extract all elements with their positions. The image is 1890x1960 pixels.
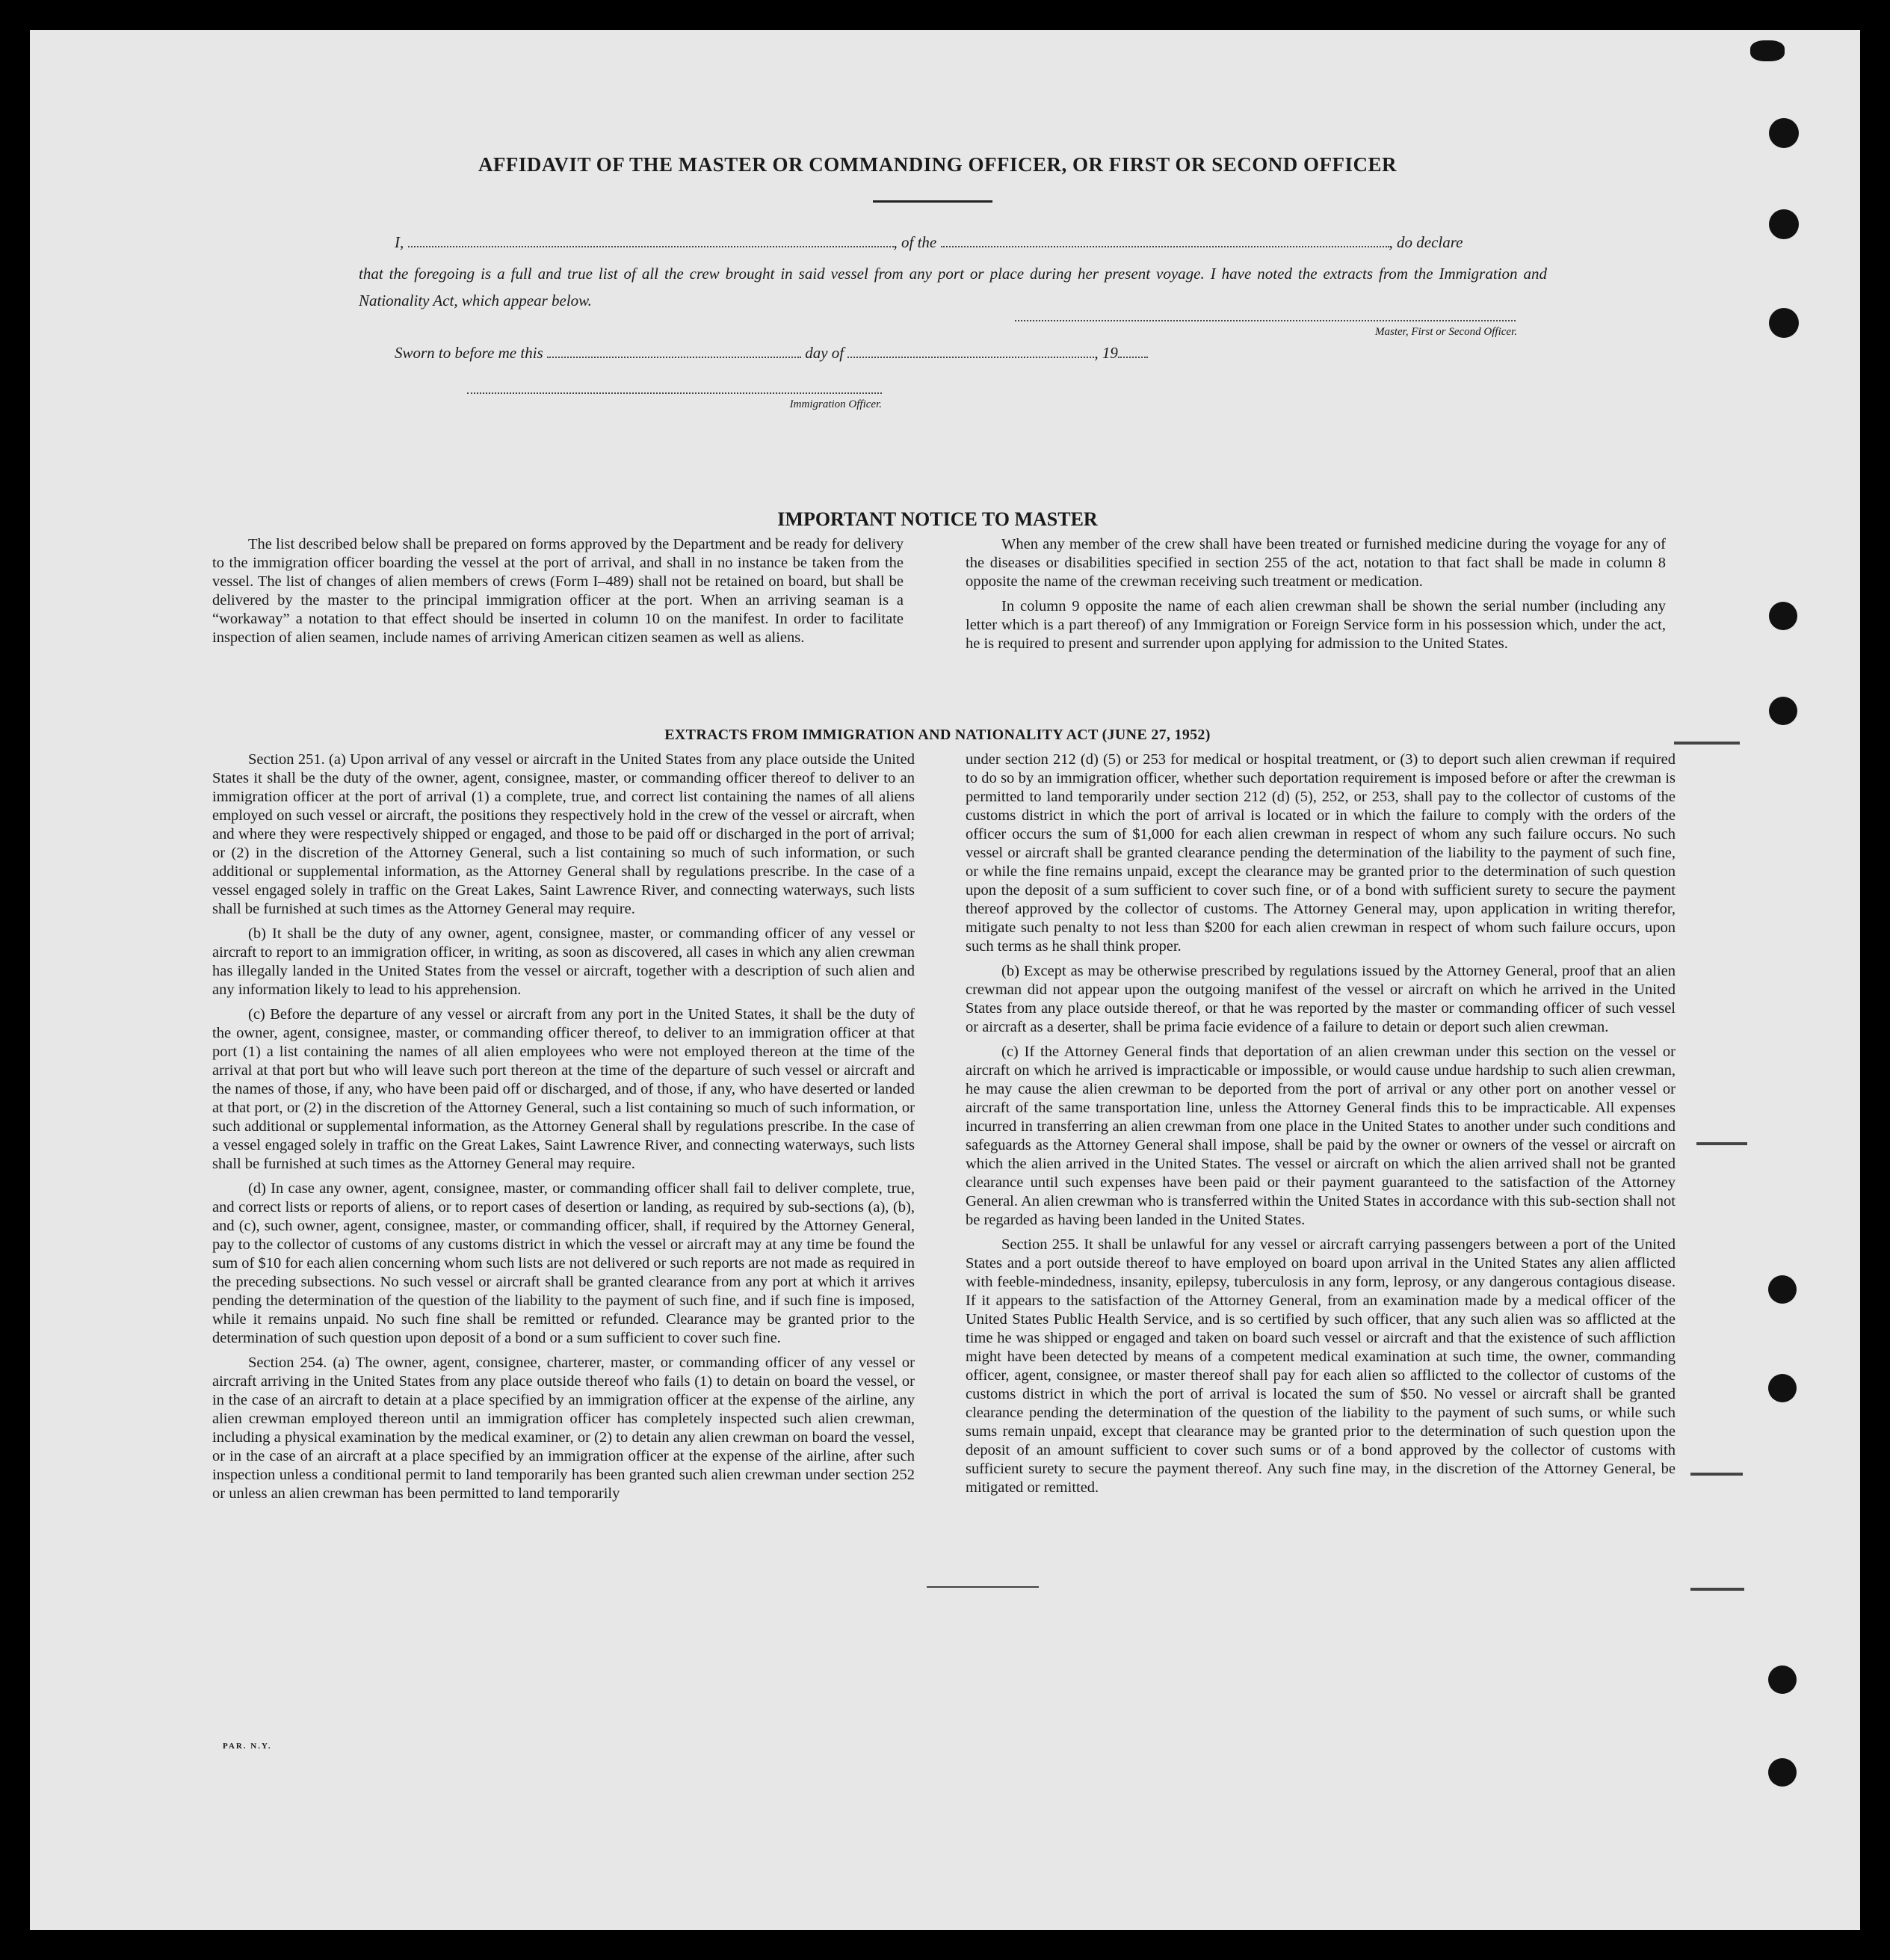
title-rule	[873, 200, 992, 203]
punch-hole-icon	[1768, 1275, 1797, 1304]
extracts-right-column	[966, 751, 1676, 1503]
declarant-name-field[interactable]	[408, 246, 894, 247]
punch-hole-icon	[1769, 209, 1799, 239]
section-paragraph: (b) Except as may be otherwise prescribed by regulations issued by the Attorney General, proof that an alien crewman did not appear upon the outgoing manifest of the vessel or aircraft on which he arrived in the United States from any place outside thereof, or that he was reported by the master or commanding officer of such vessel or aircraft as a deserter, shall be prima facie evidence of a failure to detain or deport such alien crewman.	[966, 963, 1676, 1035]
notice-paragraph: When any member of the crew shall have been treated or furnished medicine during the voyage for any of the diseases or disabilities specified in section 255 of the act, notation to that fact shall be made in column 8 opposite the name of the crewman receiving such treatment or medication.	[966, 536, 1666, 590]
notice-title: IMPORTANT NOTICE TO MASTER	[777, 508, 1098, 530]
pencil-mark-icon	[1690, 1588, 1744, 1591]
sworn-line	[395, 344, 1366, 363]
punch-hole-icon	[1768, 1758, 1797, 1787]
declaration-line	[395, 233, 1545, 252]
section-paragraph: (d) In case any owner, agent, consignee, master, or commanding officer shall fail to deliver complete, true, and correct lists or reports of aliens, or to report cases of desertion or landing, as required by sub-sections (a), (b), and (c), such owner, agent, consignee, master, or commanding officer, shall, if required by the Attorney General, pay to the collector of customs of any customs district in which the vessel or aircraft may at any time be found the sum of $10 for each alien concerning whom such lists are not delivered or such reports are not made as required in the preceding subsections. No such vessel or aircraft shall be granted clearance from any port at which it arrives pending the determination of the question of the liability to the payment of such fine, and if such fine is imposed, while it remains unpaid. No such fine shall be remitted or refunded. Clearance may be granted prior to the determination of such question upon deposit of a bond or a sum sufficient to cover such fine.	[212, 1180, 915, 1346]
punch-hole-icon	[1769, 118, 1799, 148]
of-the-label: , of the	[893, 233, 937, 251]
punch-hole-icon	[1769, 602, 1797, 630]
sworn-month-field[interactable]	[847, 357, 1094, 358]
section-paragraph: Section 254. (a) The owner, agent, consignee, charterer, master, or commanding officer of any vessel or aircraft arriving in the United States from any place outside thereof who fails (1) to detain on board the vessel, or in the case of an aircraft to detain at a place specified by an immigration officer at the expense of the airline, any alien crewman employed thereon until an immigration officer has completely inspected such alien crewman, including a physical examination by the medical examiner, or (2) to detain any alien crewman on board the vessel, or in the case of an aircraft at a place specified by an immigration officer at the expense of the airline, after such inspection unless a conditional permit to land temporarily has been granted such alien crewman under section 252 or unless an alien crewman has been permitted to land temporarily	[212, 1355, 915, 1502]
declare-label: , do declare	[1389, 233, 1463, 251]
extracts-left-column	[212, 751, 915, 1509]
vessel-name-field[interactable]	[941, 246, 1389, 247]
sworn-label: Sworn to before me this	[395, 344, 543, 362]
section-paragraph: Section 255. It shall be unlawful for any vessel or aircraft carrying passengers between a port of the United States and a port outside thereof to have employed on board upon arrival in the United States any alien afflicted with feeble-mindedness, insanity, epilepsy, tuberculosis in any form, leprosy, or any dangerous contagious disease. If it appears to the satisfaction of the Attorney General, from an examination made by a medical officer of the United States Public Health Service, and is so certified by such officer, that any such alien was so afflicted at the time he was shipped or engaged and taken on board such vessel or aircraft and that the existence of such affliction might have been detected by means of a competent medical examination at such time, the owner, commanding officer, agent, consignee, or master thereof shall pay for each alien so afflicted to the collector of customs of the customs district in which the port of arrival is located the sum of $50. No vessel or aircraft shall be granted clearance pending the determination of the question of the liability to the payment of such sums, or while such sums remain unpaid, except that clearance may be granted prior to the determination of such question upon the deposit of an amount sufficient to cover such sums or of a bond approved by the collector of customs with sufficient surety to secure the payment thereof. Any such fine may, in the discretion of the Attorney General, be mitigated or remitted.	[966, 1236, 1676, 1496]
notice-right-column	[966, 535, 1666, 659]
sworn-day-field[interactable]	[547, 357, 801, 358]
punch-hole-icon	[1769, 308, 1799, 338]
declaration-statement: that the foregoing is a full and true list of all the crew brought in said vessel from any port or place during her present voyage. I have noted the extracts from the Immigration and Nationality Act, which appear below.	[359, 265, 1547, 309]
section-paragraph: (b) It shall be the duty of any owner, agent, consignee, master, or commanding officer of any vessel or aircraft to report to an immigration officer, in writing, as soon as discovered, all cases in which any alien crewman has illegally landed in the United States from the vessel or aircraft, together with a description of such alien and any information likely to lead to his apprehension.	[212, 925, 915, 998]
affidavit-title: AFFIDAVIT OF THE MASTER OR COMMANDING OFFICER, OR FIRST OR SECOND OFFICER	[478, 153, 1398, 176]
section-paragraph: (c) Before the departure of any vessel or aircraft from any port in the United States, it shall be the duty of the owner, agent, consignee, master, or commanding officer thereof, to deliver to an immigration officer at that port (1) a list containing the names of all alien employees who were not employed thereon at the time of the arrival at that port but who will leave such port thereon at the time of the departure of such vessel or aircraft and the names of those, if any, who have been paid off or discharged, and of those, if any, who have deserted or landed at that port, or (2) in the discretion of the Attorney General, such a list containing so much of such information, or such additional or supplemental information, as the Attorney General shall by regulations prescribe. In the case of a vessel engaged solely in traffic on the Great Lakes, Saint Lawrence River, and connecting waterways, such lists shall be furnished at such times as the Attorney General may require.	[212, 1006, 915, 1172]
section-paragraph: (c) If the Attorney General finds that deportation of an alien crewman under this section on the vessel or aircraft on which he arrived is impracticable or impossible, or would cause undue hardship to such alien crewman, he may cause the alien crewman to be deported from the port of arrival or any other port on another vessel or aircraft of the same transportation line, unless the Attorney General finds this to be impracticable. All expenses incurred in transferring an alien crewman from one place in the United States to another under such conditions and safeguards as the Attorney General shall impose, shall be paid by the owner or owners of the vessel or aircraft on which the alien arrived in the United States. The vessel or aircraft on which the alien arrived shall not be granted clearance until such expenses have been paid or their payment guaranteed to the satisfaction of the Attorney General. An alien crewman who is transferred within the United States in accordance with this sub-section shall not be regarded as having been landed in the United States.	[966, 1044, 1676, 1228]
pencil-mark-icon	[1674, 742, 1740, 745]
master-signature-line[interactable]	[1015, 320, 1516, 321]
notice-paragraph: In column 9 opposite the name of each alien crewman shall be shown the serial number (including any letter which is a part thereof) of any Immigration or Foreign Service form in his possession which, under the act, he is required to present and surrender upon applying for admission to the United States.	[966, 598, 1666, 652]
master-signature-label: Master, First or Second Officer.	[1375, 326, 1517, 338]
punch-hole-icon	[1768, 1374, 1797, 1402]
section-paragraph: Section 251. (a) Upon arrival of any vessel or aircraft in the United States from any place outside the United States it shall be the duty of the owner, agent, consignee, master, or commanding officer thereof to deliver to an immigration officer at the port of arrival (1) a complete, true, and correct list containing the names of all aliens employed on such vessel or aircraft, the positions they respectively hold in the crew of the vessel or aircraft, when and where they were respectively shipped or engaged, and those to be paid off or discharged in the port of arrival; or (2) in the discretion of the Attorney General, such a list containing so much of such information, or such additional or supplemental information, as the Attorney General shall by regulations prescribe. In the case of a vessel engaged solely in traffic on the Great Lakes, Saint Lawrence River, and connecting waterways, such lists shall be furnished at such times as the Attorney General may require.	[212, 751, 915, 917]
section-paragraph: under section 212 (d) (5) or 253 for medical or hospital treatment, or (3) to deport such alien crewman if required to do so by an immigration officer, whether such deportation requirement is imposed before or after the crewman is permitted to land temporarily under section 212 (d) (5), 252, or 253, shall pay to the collector of customs of the customs district in which the port of arrival is located or in which the failure to comply with the orders of the officer occurs the sum of $1,000 for each alien crewman in respect of whom any such failure occurs. No such vessel or aircraft shall be granted clearance pending the determination of the liability to the payment of such fine, or while the fine remains unpaid, except the clearance may be granted prior to the determination of such question upon the deposit of a sum sufficient to cover such fine, or of a bond with sufficient surety to secure the payment thereof approved by the collector of customs. The Attorney General may, upon application in writing therefor, mitigate such penalty to not less than $200 for each alien crewman in respect of whom such failure occurs, upon such terms as he shall think proper.	[966, 751, 1676, 955]
document-page	[30, 30, 1860, 1930]
extracts-title: EXTRACTS FROM IMMIGRATION AND NATIONALITY ACT (JUNE 27, 1952)	[664, 727, 1211, 743]
immigration-officer-label: Immigration Officer.	[789, 398, 882, 410]
punch-hole-icon	[1769, 697, 1797, 725]
pencil-mark-icon	[1690, 1473, 1743, 1476]
sworn-year-field[interactable]	[1118, 357, 1148, 358]
notice-paragraph: The list described below shall be prepared on forms approved by the Department and be ready for delivery to the immigration officer boarding the vessel at the port of arrival, and shall in no instance be taken from the vessel. The list of changes of alien members of crews (Form I–489) shall not be retained on board, but shall be delivered by the master to the principal immigration officer at the port. When an arriving seaman is a “workaway” a notation to that effect should be inserted in column 10 on the manifest. In order to facilitate inspection of alien seamen, include names of arriving American citizen seamen as well as aliens.	[212, 536, 904, 646]
day-of-label: day of	[805, 344, 844, 362]
year-label: , 19	[1094, 344, 1118, 362]
declarant-label: I,	[395, 233, 404, 251]
immigration-officer-signature-line[interactable]	[467, 392, 882, 394]
notice-left-column	[212, 535, 904, 653]
punch-hole-icon	[1768, 1665, 1797, 1694]
smudge-mark-icon	[1750, 40, 1785, 61]
pencil-mark-icon	[927, 1586, 1039, 1588]
pencil-mark-icon	[1696, 1142, 1747, 1145]
printer-mark: PAR. N.Y.	[223, 1742, 272, 1751]
